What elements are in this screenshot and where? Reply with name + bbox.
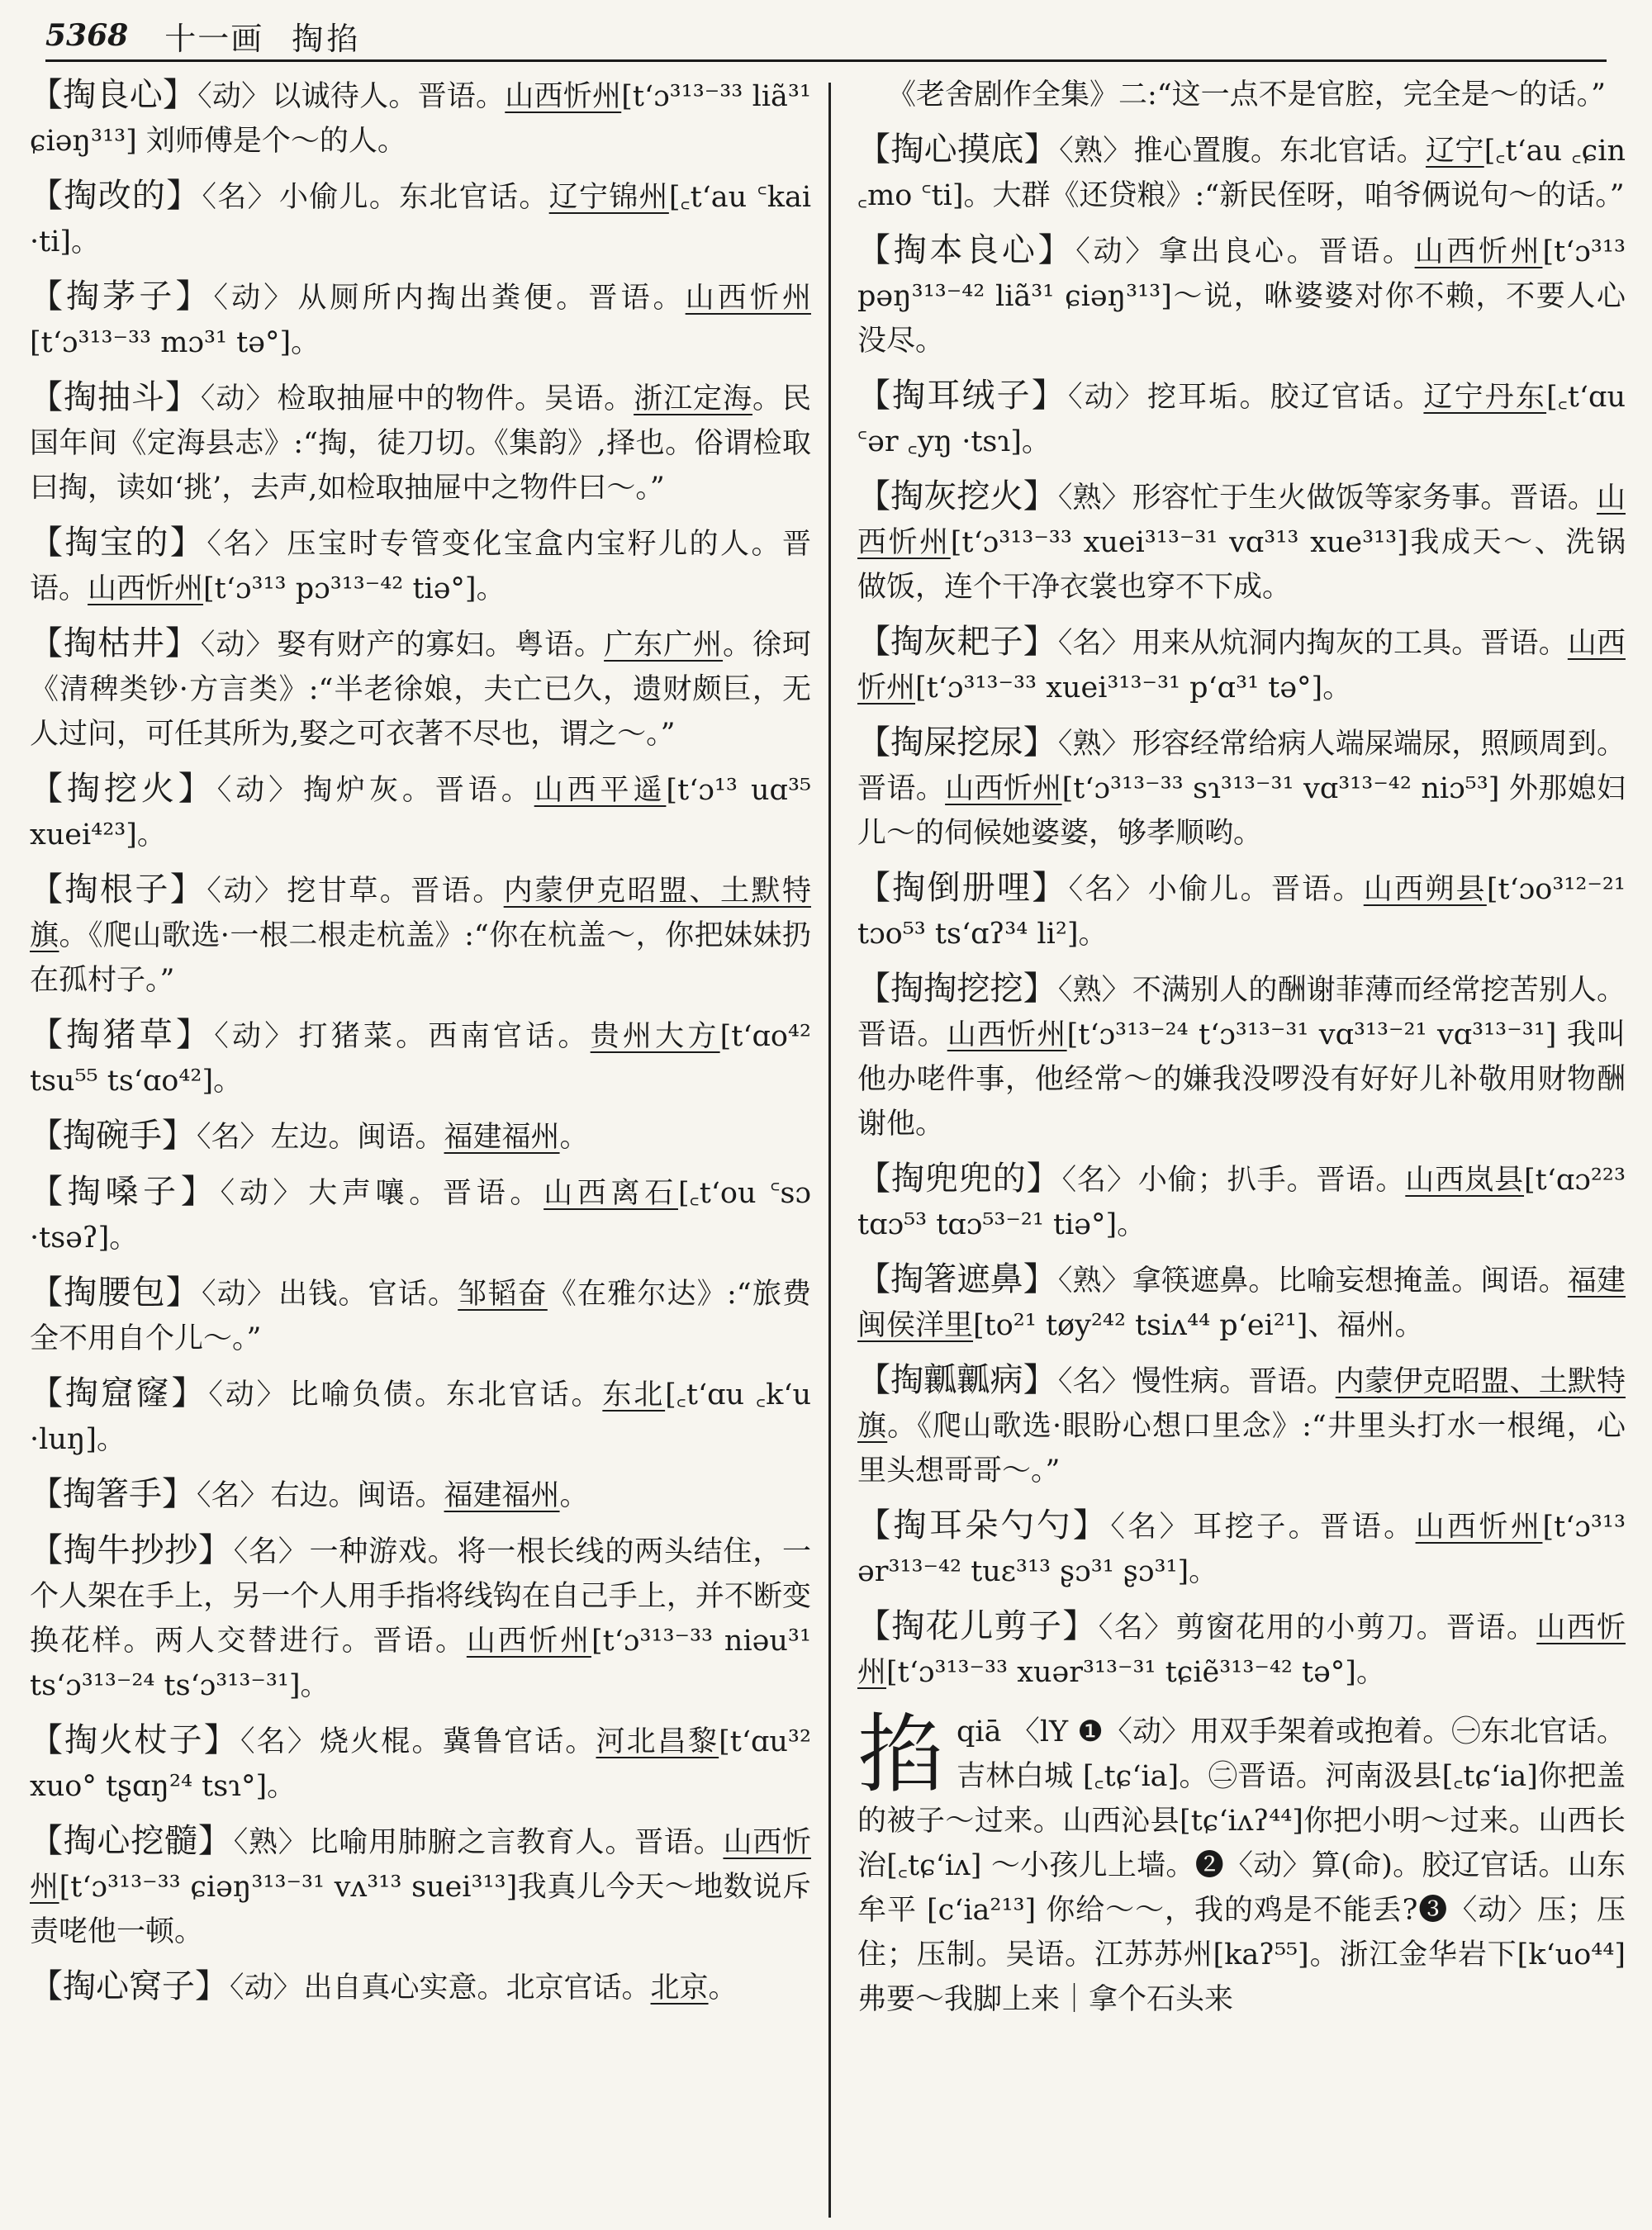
- dictionary-entry: [857, 474, 1626, 610]
- bracket-close: 】: [178, 770, 216, 808]
- entry-headword: 掏兜兜的: [890, 1160, 1027, 1198]
- continued-text: 《老舍剧作全集》二:“这一点不是官腔，完全是～的话。”: [887, 78, 1607, 112]
- entry-definition: 慢性病。晋语。: [1132, 1365, 1336, 1398]
- bracket-close: 】: [164, 378, 199, 416]
- entry-location: 北京: [650, 1971, 709, 2005]
- part-of-speech: 〈熟〉: [1059, 135, 1132, 168]
- part-of-speech: 〈名〉: [1057, 627, 1131, 660]
- entry-headword: 掏枯井: [63, 624, 165, 662]
- entry-headword: 掏嗓子: [67, 1173, 181, 1211]
- bracket-close: 】: [197, 1531, 232, 1569]
- entry-location: 山西忻州: [466, 1625, 591, 1658]
- bracket-close: 】: [180, 1173, 219, 1211]
- entry-rest: 。: [559, 1479, 589, 1512]
- entry-location: 山西忻州: [945, 772, 1062, 805]
- entry-location: 邹韬奋: [458, 1278, 548, 1311]
- entry-headword: 掏屎挖尿: [890, 724, 1023, 762]
- entry-headword: 掏倒册哩: [892, 869, 1032, 907]
- character-body: ❶〈动〉用双手架着或抱着。㊀东北官话。吉林白城 [꜀tɕʻia]。㊁晋语。河南汲县[꜀tɕʻia]你把盖的被子～过来。山西沁县[tɕʻiʌʔ⁴⁴]你把小明～过来。山西长治[꜀tɕʻiʌ] ～小孩儿上墙。❷〈动〉算(命)。胶辽官话。山东牟平 [cʻia²¹³] 你给～～，我的鸡是不能丢?❸〈动〉压；压住；压制。吴语。江苏苏州[kaʔ⁵⁵]。浙江金华岩下[kʻuo⁴⁴]弗要～我脚上来｜拿个石头来: [857, 1715, 1626, 2016]
- entry-definition: 压宝时专管变化宝盒内宝籽儿的人。晋语。: [30, 528, 811, 605]
- right-entries: [857, 127, 1626, 1695]
- entry-rest: [꜀tʻau ꜂kai ·ti]。: [30, 181, 812, 259]
- entry-rest: [to²¹ tøy²⁴² tsiʌ⁴⁴ pʻei²¹]、福州。: [973, 1309, 1424, 1342]
- dictionary-entry: [30, 520, 811, 611]
- entry-headword: 掏本良心: [893, 231, 1038, 269]
- bracket-open: 【: [857, 377, 893, 415]
- bracket-close: 】: [1023, 477, 1056, 515]
- entry-location: 山西朔县: [1363, 873, 1487, 906]
- bracket-open: 【: [30, 1117, 63, 1155]
- dictionary-entry: [30, 1964, 811, 2010]
- headword-character: 掐: [857, 1704, 944, 1805]
- dictionary-entry: [30, 1472, 811, 1518]
- dictionary-entry: [30, 1718, 811, 1809]
- dictionary-entry: [30, 1013, 811, 1103]
- entry-headword: 掏箸遮鼻: [890, 1260, 1023, 1298]
- bracket-close: 】: [162, 76, 197, 114]
- bracket-open: 【: [30, 1274, 64, 1312]
- dictionary-entry: [857, 866, 1626, 956]
- bracket-close: 】: [1023, 970, 1056, 1008]
- part-of-speech: 〈动〉: [200, 382, 276, 415]
- bracket-close: 】: [162, 1117, 195, 1155]
- entry-headword: 掏心窝子: [63, 1967, 195, 2005]
- entry-headword: 掏灰耙子: [890, 623, 1023, 661]
- entry-location: 山西忻州: [88, 572, 204, 605]
- dictionary-entry: [30, 173, 811, 264]
- dictionary-entry: [857, 1358, 1626, 1493]
- bracket-close: 】: [162, 1475, 195, 1513]
- entry-definition: 形容忙于生火做饭等家务事。晋语。: [1132, 482, 1597, 515]
- entry-rest: [tʻɔ³¹³⁻²⁴ tʻɔ³¹³⁻³¹ vɑ³¹³⁻²¹ vɑ³¹³⁻³¹] 我叫他办咾件事，他经常～的嫌我没啰没有好好儿补敬用财物酬谢他。: [857, 1018, 1626, 1141]
- bracket-close: 】: [1023, 724, 1056, 762]
- part-of-speech: 〈动〉: [214, 1020, 297, 1053]
- entry-headword: 掏窟窿: [64, 1374, 172, 1412]
- entry-headword: 掏猪草: [66, 1016, 176, 1054]
- entry-location: 内蒙伊克昭盟、土默特旗: [857, 1365, 1626, 1443]
- bracket-close: 】: [1023, 1361, 1056, 1399]
- dictionary-entry: [857, 1503, 1626, 1594]
- entry-rest: [tʻɑu³² xuo° tʂɑŋ²⁴ tsɿ°]。: [30, 1725, 811, 1803]
- page-number: 5368: [45, 18, 129, 53]
- part-of-speech: 〈动〉: [208, 1378, 288, 1412]
- entry-headword: 掏瓤瓤病: [890, 1361, 1023, 1399]
- entry-definition: 比喻用肺腑之言教育人。晋语。: [309, 1826, 724, 1859]
- entry-location: 山西忻州: [1415, 1511, 1543, 1544]
- dictionary-entry: [30, 73, 811, 164]
- page-header: [45, 12, 1607, 62]
- part-of-speech: 〈名〉: [1098, 1611, 1175, 1644]
- entry-rest: 。徐珂《清稗类钞·方言类》:“半老徐娘，夫亡已久，遗财颇巨，无人过问，可任其所为,娶之可衣著不尽也，谓之～。”: [30, 629, 811, 751]
- entry-rest: [tʻɔ³¹³ ər³¹³⁻⁴² tuɛ³¹³ ʂɔ³¹ ʂɔ³¹]。: [857, 1511, 1626, 1588]
- bracket-close: 】: [1023, 130, 1058, 168]
- part-of-speech: 〈名〉: [202, 181, 278, 214]
- entry-rest: [tʻɔ³¹³⁻³³ xuei³¹³⁻³¹ vɑ³¹³ xue³¹³]我成天～、洗锅做饭，连个干净衣裳也穿不下成。: [857, 526, 1626, 604]
- part-of-speech: 〈熟〉: [1057, 974, 1131, 1007]
- entry-definition: 挖耳垢。胶辽官话。: [1146, 381, 1424, 414]
- bracket-open: 【: [857, 623, 891, 661]
- entry-headword: 掏花儿剪子: [891, 1607, 1063, 1645]
- bracket-open: 【: [857, 1260, 891, 1298]
- entry-location: 福建闽侯洋里: [857, 1264, 1626, 1342]
- entry-rest: [꜀tʻou ꜂sɔ ·tsəʔ]。: [30, 1177, 812, 1255]
- entry-rest: [꜀tʻɑu ꜀kʻu ·luŋ]。: [30, 1378, 811, 1456]
- entry-rest: [tʻɔ³¹³⁻³³ niəu³¹ tsʻɔ³¹³⁻²⁴ tsʻɔ³¹³⁻³¹]。: [30, 1625, 811, 1702]
- part-of-speech: 〈名〉: [233, 1535, 308, 1568]
- entry-rest: 。民国年间《定海县志》:“掏，徒刀切。《集韵》,择也。俗谓检取曰掏，读如‘挑’，去声,如检取抽屉中之物件曰～。”: [30, 382, 811, 505]
- header-word: 掏掐: [292, 20, 362, 57]
- entry-definition: 挖甘草。晋语。: [287, 875, 504, 908]
- dictionary-entry: [30, 1170, 811, 1260]
- bracket-close: 】: [1072, 1506, 1109, 1544]
- bracket-close: 】: [1026, 1160, 1061, 1198]
- dictionary-entry: [857, 966, 1626, 1146]
- entry-rest: 。: [708, 1971, 738, 2005]
- entry-location: 山西离石: [544, 1177, 678, 1210]
- part-of-speech: 〈名〉: [1061, 1164, 1137, 1197]
- entry-headword: 掏良心: [63, 76, 163, 114]
- bracket-close: 】: [197, 1822, 232, 1860]
- entry-headword: 掏抽斗: [63, 378, 165, 416]
- part-of-speech: 〈名〉: [197, 1479, 269, 1512]
- entry-definition: 剪窗花用的小剪刀。晋语。: [1175, 1611, 1537, 1644]
- bracket-open: 【: [857, 724, 891, 762]
- entry-headword: 掏火杖子: [64, 1721, 204, 1759]
- entry-definition: 烧火棍。冀鲁官话。: [320, 1725, 596, 1758]
- part-of-speech: 〈动〉: [201, 1278, 278, 1311]
- bracket-close: 】: [203, 1721, 239, 1759]
- entry-location: 山西忻州: [857, 482, 1626, 559]
- entry-rest: 。《爬山歌选·眼盼心想口里念》:“井里头打水一根绳，心里头想哥哥～。”: [857, 1410, 1626, 1487]
- section-title: 十一画: [164, 20, 264, 57]
- bracket-open: 【: [30, 770, 67, 808]
- entry-headword: 掏改的: [64, 177, 167, 215]
- entry-definition: 检取抽屉中的物件。吴语。: [277, 382, 634, 415]
- column-divider: [828, 83, 831, 2218]
- part-of-speech: 〈名〉: [1068, 873, 1146, 906]
- entry-rest: [tʻɑɔ²²³ tɑɔ⁵³ tɑɔ⁵³⁻²¹ tiə°]。: [857, 1164, 1626, 1241]
- entry-definition: 用来从炕洞内掏灰的工具。晋语。: [1132, 627, 1568, 660]
- entry-rest: [꜀tʻau ꜀ɕin ꜀mo ꜂ti]。大群《还贷粮》:“新民侄呀，咱爷俩说句～的话。”: [857, 135, 1626, 212]
- bracket-open: 【: [857, 869, 893, 907]
- dictionary-entry: [857, 619, 1626, 710]
- entry-definition: 拿筷遮鼻。比喻妄想掩盖。闽语。: [1132, 1264, 1568, 1298]
- part-of-speech: 〈动〉: [197, 80, 271, 113]
- bracket-open: 【: [857, 1160, 891, 1198]
- dictionary-entry: [857, 1156, 1626, 1247]
- bracket-open: 【: [30, 1016, 67, 1054]
- entry-definition: 小偷儿。东北官话。: [278, 181, 549, 214]
- bracket-close: 】: [1032, 869, 1067, 907]
- part-of-speech: 〈动〉: [230, 1971, 302, 2005]
- bracket-close: 】: [169, 871, 206, 909]
- entry-rest: [tʻɑo⁴² tsu⁵⁵ tsʻɑo⁴²]。: [30, 1020, 811, 1098]
- dictionary-entry: [30, 1270, 811, 1361]
- entry-rest: [tʻɔ¹³ uɑ³⁵ xuei⁴²³]。: [30, 774, 812, 852]
- dictionary-entry: [30, 1113, 811, 1160]
- bracket-open: 【: [857, 1361, 891, 1399]
- entry-location: 山西平遥: [534, 774, 667, 807]
- entry-headword: 掏耳绒子: [892, 377, 1032, 415]
- entry-location: 山西忻州: [1414, 235, 1543, 268]
- dictionary-entry: [857, 127, 1626, 218]
- entry-headword: 掏心摸底: [890, 130, 1024, 168]
- bracket-open: 【: [857, 477, 891, 515]
- entry-rest: 。: [559, 1121, 589, 1154]
- character-reading: qiā 〈lY: [957, 1715, 1069, 1748]
- part-of-speech: 〈名〉: [206, 528, 286, 561]
- bracket-open: 【: [30, 624, 64, 662]
- dictionary-entry: [30, 375, 811, 510]
- bracket-close: 】: [171, 1374, 207, 1412]
- bracket-close: 】: [164, 624, 199, 662]
- entry-location: 东北: [602, 1378, 666, 1412]
- dictionary-entry: [30, 1528, 811, 1708]
- part-of-speech: 〈熟〉: [1057, 728, 1131, 761]
- part-of-speech: 〈名〉: [240, 1725, 318, 1758]
- entry-location: 福建福州: [444, 1479, 560, 1512]
- character-entry: [857, 1704, 1626, 2022]
- part-of-speech: 〈动〉: [216, 774, 302, 807]
- entry-definition: 比喻负债。东北官话。: [289, 1378, 603, 1412]
- entry-definition: 掏炉灰。晋语。: [303, 774, 534, 807]
- entry-definition: 小偷；扒手。晋语。: [1137, 1164, 1406, 1197]
- bracket-close: 】: [1037, 231, 1075, 269]
- entry-headword: 掏牛抄抄: [63, 1531, 198, 1569]
- entry-location: 贵州大方: [590, 1020, 720, 1053]
- dictionary-entry: [30, 621, 811, 757]
- entry-location: 山西忻州: [857, 1611, 1626, 1689]
- entry-location: 广东广州: [604, 629, 724, 662]
- dictionary-entry: [857, 1604, 1626, 1695]
- entry-definition: 大声嚷。晋语。: [308, 1177, 544, 1210]
- entry-rest: [tʻɔ³¹³ pɔ³¹³⁻⁴² tiə°]。: [203, 572, 506, 605]
- bracket-open: 【: [30, 524, 65, 562]
- part-of-speech: 〈动〉: [1068, 381, 1146, 414]
- bracket-open: 【: [30, 1173, 68, 1211]
- entry-location: 辽宁丹东: [1423, 381, 1547, 414]
- entry-rest: [꜀tʻɑu ꜂ər ꜀yŋ ·tsɿ]。: [857, 381, 1626, 458]
- bracket-open: 【: [857, 130, 891, 168]
- entry-definition: 娶有财产的寡妇。粤语。: [277, 629, 605, 662]
- entry-headword: 掏茅子: [66, 278, 176, 316]
- entry-definition: 左边。闽语。: [270, 1121, 444, 1154]
- entry-definition: 耳挖子。晋语。: [1193, 1511, 1416, 1544]
- entry-headword: 掏灰挖火: [890, 477, 1023, 515]
- entry-definition: 打猪菜。西南官话。: [298, 1020, 591, 1053]
- bracket-open: 【: [857, 970, 891, 1008]
- entry-definition: 右边。闽语。: [270, 1479, 444, 1512]
- dictionary-entry: [30, 766, 811, 857]
- entry-headword: 掏腰包: [64, 1274, 166, 1312]
- entry-rest: [tʻɔ³¹³⁻³³ liã³¹ ɕiəŋ³¹³] 刘师傅是个～的人。: [30, 80, 811, 158]
- bracket-open: 【: [30, 1531, 64, 1569]
- dictionary-entry: [30, 1819, 811, 1954]
- bracket-open: 【: [857, 1506, 894, 1544]
- bracket-close: 】: [1023, 623, 1056, 661]
- bracket-close: 】: [175, 1016, 213, 1054]
- dictionary-entry: [857, 373, 1626, 464]
- bracket-open: 【: [30, 1475, 63, 1513]
- entry-location: 山西忻州: [30, 1826, 811, 1904]
- part-of-speech: 〈动〉: [220, 1177, 307, 1210]
- bracket-close: 】: [1062, 1607, 1097, 1645]
- bracket-open: 【: [30, 177, 64, 215]
- dictionary-entry: [857, 720, 1626, 856]
- bracket-open: 【: [30, 76, 64, 114]
- entry-headword: 掏挖火: [66, 770, 178, 808]
- entry-definition: 出钱。官话。: [278, 1278, 458, 1311]
- entry-definition: 出自真心实意。北京官话。: [303, 1971, 651, 2005]
- part-of-speech: 〈名〉: [197, 1121, 269, 1154]
- entry-rest: [tʻɔ³¹³ pəŋ³¹³⁻⁴² liã³¹ ɕiəŋ³¹³]～说，咻婆婆对你不赖，不要人心没尽。: [857, 235, 1626, 358]
- bracket-close: 】: [165, 1274, 200, 1312]
- entry-location: 福建福州: [444, 1121, 560, 1154]
- part-of-speech: 〈名〉: [1110, 1511, 1192, 1544]
- bracket-open: 【: [30, 871, 65, 909]
- part-of-speech: 〈动〉: [1075, 235, 1157, 268]
- bracket-close: 】: [1023, 1260, 1056, 1298]
- entry-headword: 掏宝的: [64, 524, 170, 562]
- bracket-close: 】: [166, 177, 201, 215]
- part-of-speech: 〈动〉: [213, 282, 297, 315]
- entry-headword: 掏耳朵勺勺: [893, 1506, 1073, 1544]
- part-of-speech: 〈熟〉: [1057, 482, 1131, 515]
- entry-definition: 从厕所内掏出粪便。晋语。: [297, 282, 686, 315]
- bracket-open: 【: [30, 278, 67, 316]
- entry-rest: 《在雅尔达》:“旅费全不用自个儿～。”: [30, 1278, 812, 1355]
- part-of-speech: 〈熟〉: [233, 1826, 308, 1859]
- part-of-speech: 〈动〉: [206, 875, 286, 908]
- bracket-open: 【: [30, 378, 64, 416]
- entry-location: 内蒙伊克昭盟、土默特旗: [30, 875, 811, 952]
- entry-definition: 推心置腹。东北官话。: [1133, 135, 1427, 168]
- bracket-close: 】: [175, 278, 212, 316]
- entry-rest: [tʻɔ³¹³⁻³³ ɕiəŋ³¹³⁻³¹ vʌ³¹³ suei³¹³]我真儿今天～地数说斥责咾他一顿。: [30, 1871, 811, 1948]
- dictionary-entry: [857, 228, 1626, 363]
- entry-definition: 小偷儿。晋语。: [1147, 873, 1364, 906]
- entry-location: 辽宁: [1426, 135, 1484, 168]
- entry-definition: 形容经常给病人端屎端尿，照顾周到。晋语。: [857, 728, 1626, 805]
- entry-rest: 。《爬山歌选·一根二根走杭盖》:“你在杭盖～，你把妹妹扔在孤村子。”: [30, 919, 811, 997]
- entry-definition: 一种游戏。将一根长线的两头结住，一个人架在手上，另一个人用手指将线钩在自己手上，并不断变换花样。两人交替进行。晋语。: [30, 1535, 811, 1658]
- entry-rest: [tʻɔo³¹²⁻²¹ tɔo⁵³ tsʻɑʔ³⁴ li²]。: [857, 873, 1626, 951]
- bracket-open: 【: [30, 1822, 64, 1860]
- entry-headword: 掏掏挖挖: [890, 970, 1023, 1008]
- bracket-open: 【: [30, 1721, 65, 1759]
- entry-headword: 掏箸手: [63, 1475, 162, 1513]
- right-column: [857, 73, 1626, 2022]
- entry-rest: [tʻɔ³¹³⁻³³ sɿ³¹³⁻³¹ vɑ³¹³⁻⁴² niɔ⁵³] 外那媳妇儿～的伺候她婆婆，够孝顺哟。: [857, 772, 1626, 850]
- entry-location: 山西忻州: [947, 1018, 1067, 1051]
- entry-location: 浙江定海: [634, 382, 752, 415]
- entry-rest: [tʻɔ³¹³⁻³³ xuei³¹³⁻³¹ pʻɑ³¹ tə°]。: [915, 671, 1352, 705]
- entry-rest: [tʻɔ³¹³⁻³³ mɔ³¹ tə°]。: [30, 326, 320, 359]
- part-of-speech: 〈熟〉: [1057, 1264, 1131, 1298]
- entry-rest: [tʻɔ³¹³⁻³³ xuər³¹³⁻³¹ tɕiẽ³¹³⁻⁴² tə°]。: [886, 1656, 1385, 1689]
- bracket-open: 【: [857, 231, 894, 269]
- entry-location: 山西忻州: [857, 627, 1626, 705]
- dictionary-entry: [857, 1257, 1626, 1348]
- entry-definition: 拿出良心。晋语。: [1158, 235, 1415, 268]
- left-column: [30, 73, 811, 2020]
- entry-definition: 不满别人的酬谢菲薄而经常挖苦别人。晋语。: [857, 974, 1626, 1051]
- part-of-speech: 〈名〉: [1057, 1365, 1131, 1398]
- entry-location: 山西岚县: [1405, 1164, 1525, 1197]
- entry-headword: 掏心挖髓: [63, 1822, 198, 1860]
- entry-location: 河北昌黎: [596, 1725, 719, 1758]
- entry-headword: 掏碗手: [63, 1117, 162, 1155]
- bracket-close: 】: [195, 1967, 228, 2005]
- dictionary-entry: [30, 1371, 811, 1462]
- entry-location: 辽宁锦州: [548, 181, 669, 214]
- bracket-open: 【: [857, 1607, 892, 1645]
- bracket-close: 】: [1031, 377, 1066, 415]
- bracket-open: 【: [30, 1967, 63, 2005]
- dictionary-entry: [30, 274, 811, 365]
- entry-headword: 掏根子: [64, 871, 170, 909]
- part-of-speech: 〈动〉: [200, 629, 276, 662]
- entry-definition: 以诚待人。晋语。: [272, 80, 506, 113]
- entry-location: 山西忻州: [685, 282, 811, 315]
- bracket-close: 】: [169, 524, 206, 562]
- entry-location: 山西忻州: [505, 80, 622, 113]
- bracket-open: 【: [30, 1374, 65, 1412]
- dictionary-entry: [30, 867, 811, 1003]
